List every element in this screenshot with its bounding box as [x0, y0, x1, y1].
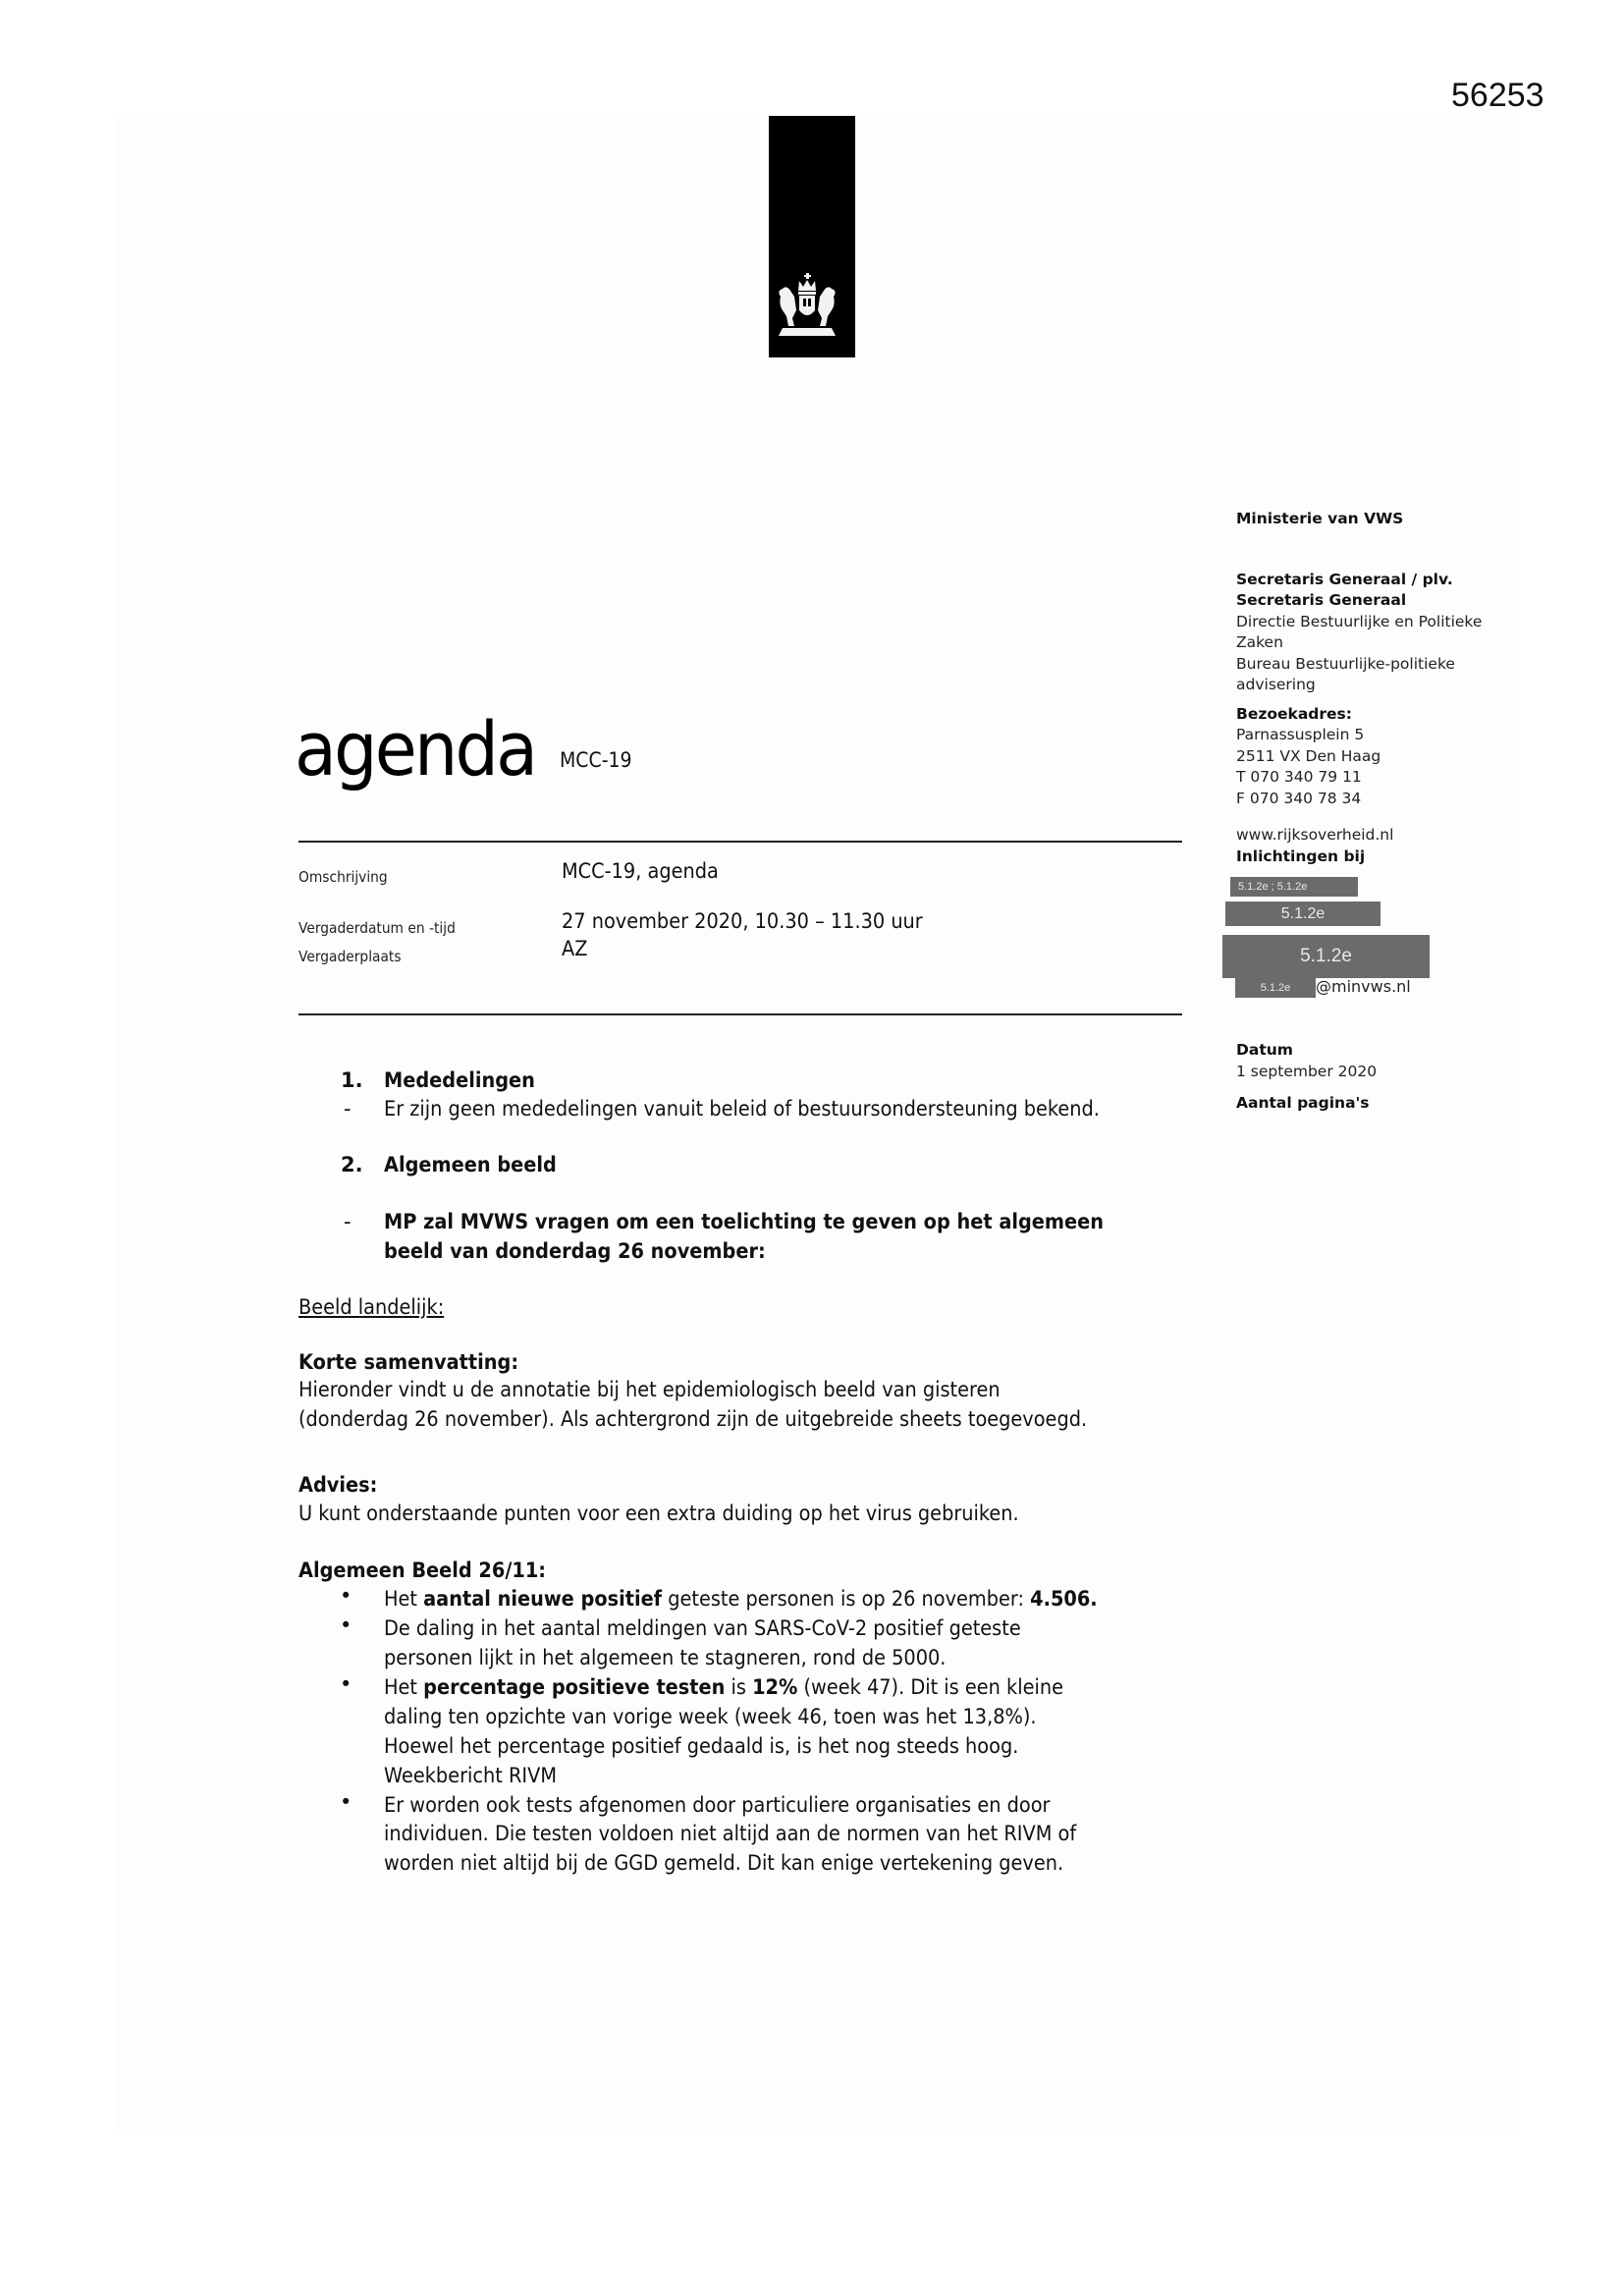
bullet-icon: • — [340, 1790, 352, 1814]
redaction-block: 5.1.2e — [1235, 978, 1316, 998]
bullet-text: daling ten opzichte van vorige week (week 46, toen was het 13,8%). — [384, 1705, 1037, 1728]
document-number: 56253 — [1451, 77, 1544, 114]
fax-line: F 070 340 78 34 — [1236, 789, 1362, 807]
agenda-item-text: beeld van donderdag 26 november: — [384, 1239, 766, 1263]
bullet-text: personen lijkt in het algemeen te stagneren, rond de 5000. — [384, 1646, 947, 1669]
department-line: Secretaris Generaal / plv. — [1236, 570, 1453, 588]
agenda-item-title: Mededelingen — [384, 1068, 535, 1092]
coat-of-arms-logo — [769, 116, 855, 357]
date-block — [1236, 1039, 1377, 1114]
bullet-text: Weekbericht RIVM — [384, 1764, 557, 1787]
department-line: advisering — [1236, 676, 1316, 693]
divider-top — [298, 841, 1182, 843]
department-line: Bureau Bestuurlijke-politieke — [1236, 654, 1455, 673]
bullet-icon: • — [340, 1613, 352, 1637]
visit-address-label: Bezoekadres: — [1236, 704, 1352, 723]
pages-label: Aantal pagina's — [1236, 1094, 1370, 1112]
agenda-item-title: Algemeen beeld — [384, 1153, 557, 1176]
place-value: AZ — [562, 937, 588, 960]
redaction-block: 5.1.2e — [1222, 935, 1430, 978]
summary-text: (donderdag 26 november). Als achtergrond zijn de uitgebreide sheets toegevoegd. — [298, 1407, 1088, 1431]
bullet-text: De daling in het aantal meldingen van SARS-CoV-2 positief geteste — [384, 1616, 1021, 1640]
redaction-block: 5.1.2e — [1225, 902, 1380, 926]
section-label: Beeld landelijk: — [298, 1295, 445, 1319]
bullet-text: Er worden ook tests afgenomen door particuliere organisaties en door — [384, 1793, 1051, 1817]
description-label: Omschrijving — [298, 868, 388, 886]
dash-marker: - — [344, 1210, 352, 1233]
item-number: 2. — [341, 1153, 363, 1176]
datetime-value: 27 november 2020, 10.30 – 11.30 uur — [562, 909, 923, 933]
bullet-text: individuen. Die testen voldoen niet altijd aan de normen van het RIVM of — [384, 1822, 1077, 1845]
bullet-text: Hoewel het percentage positief gedaald is, is het nog steeds hoog. — [384, 1734, 1019, 1758]
place-label: Vergaderplaats — [298, 948, 402, 965]
advice-text: U kunt onderstaande punten voor een extra duiding op het virus gebruiken. — [298, 1502, 1019, 1525]
coat-of-arms-icon — [773, 271, 851, 342]
department-line: Directie Bestuurlijke en Politieke — [1236, 612, 1483, 630]
advice-heading: Advies: — [298, 1473, 378, 1497]
summary-heading: Korte samenvatting: — [298, 1350, 519, 1374]
bullet-icon: • — [340, 1584, 352, 1608]
divider-bottom — [298, 1013, 1182, 1015]
date-value: 1 september 2020 — [1236, 1063, 1378, 1080]
datetime-label: Vergaderdatum en -tijd — [298, 919, 456, 937]
bullet-text: Het aantal nieuwe positief geteste personen is op 26 november: 4.506. — [384, 1587, 1098, 1611]
address-line: Parnassusplein 5 — [1236, 726, 1365, 743]
bullet-icon: • — [340, 1672, 352, 1696]
description-value: MCC-19, agenda — [562, 859, 719, 883]
address-line: 2511 VX Den Haag — [1236, 746, 1381, 765]
agenda-item-text: Er zijn geen mededelingen vanuit beleid of bestuursondersteuning bekend. — [384, 1097, 1100, 1121]
date-label: Datum — [1236, 1041, 1293, 1059]
agenda-item-text: MP zal MVWS vragen om een toelichting te geven op het algemeen — [384, 1210, 1105, 1233]
bullet-text: worden niet altijd bij de GGD gemeld. Dit kan enige vertekening geven. — [384, 1851, 1064, 1875]
department-line: Secretaris Generaal — [1236, 591, 1407, 609]
page-subtitle: MCC-19 — [560, 748, 632, 772]
overview-heading: Algemeen Beeld 26/11: — [298, 1558, 546, 1582]
dash-marker: - — [344, 1097, 352, 1121]
info-label: Inlichtingen bij — [1236, 847, 1366, 865]
redaction-block: 5.1.2e ; 5.1.2e — [1230, 877, 1358, 897]
page-title: agenda — [295, 705, 536, 793]
bullet-text: Het percentage positieve testen is 12% (week 47). Dit is een kleine — [384, 1675, 1063, 1699]
sender-info-sidebar — [1236, 509, 1521, 867]
phone-line: T 070 340 79 11 — [1236, 768, 1362, 786]
summary-text: Hieronder vindt u de annotatie bij het epidemiologisch beeld van gisteren — [298, 1378, 1001, 1401]
department-line: Zaken — [1236, 633, 1283, 651]
website-link[interactable]: www.rijksoverheid.nl — [1236, 826, 1394, 844]
ministry-name: Ministerie van VWS — [1236, 510, 1404, 527]
email-suffix: @minvws.nl — [1316, 977, 1411, 996]
item-number: 1. — [341, 1068, 363, 1092]
